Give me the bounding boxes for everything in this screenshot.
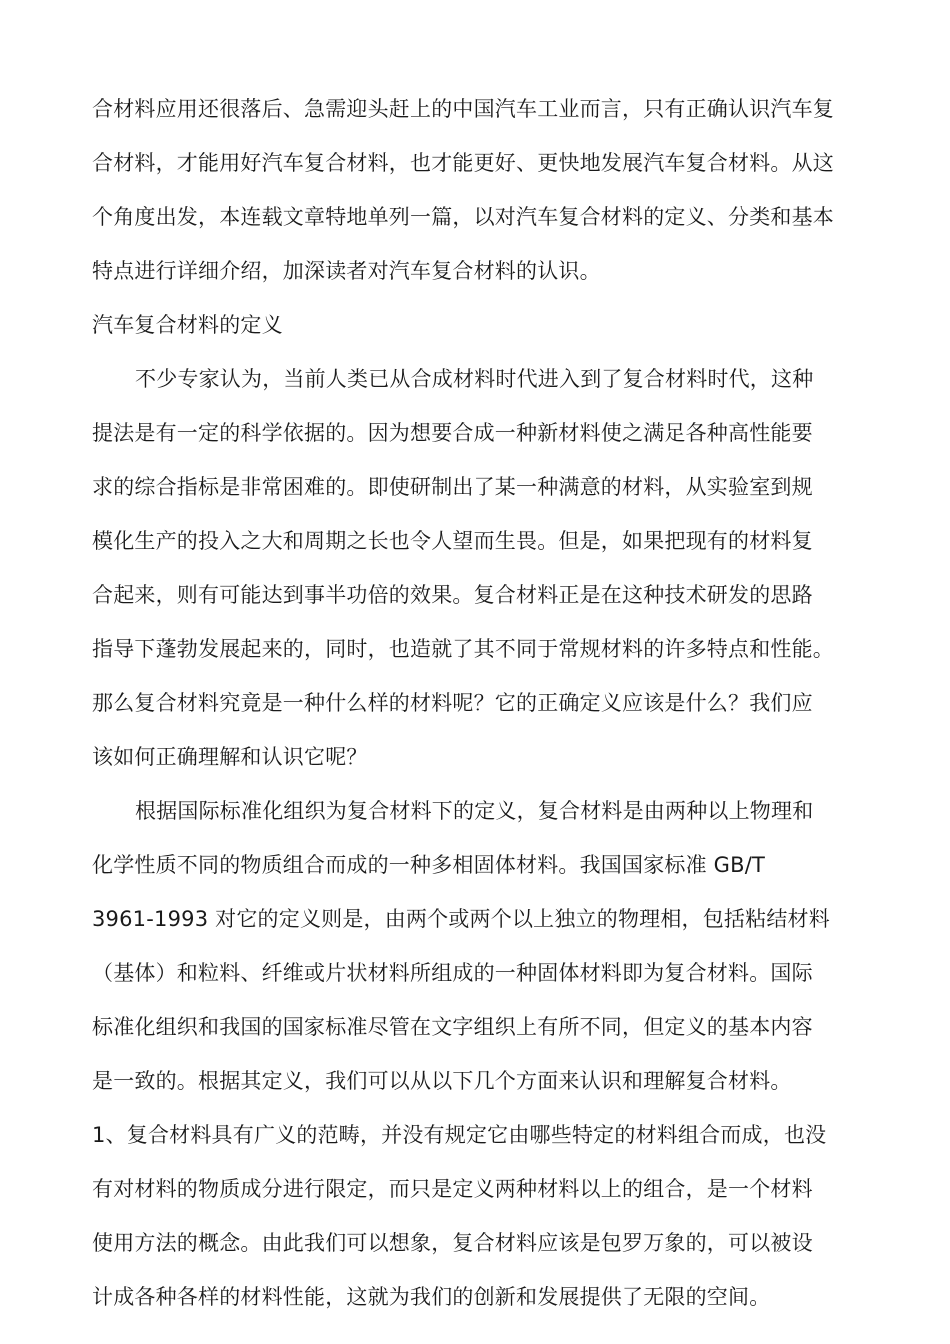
- paragraph-intro: [92, 82, 878, 298]
- text-line: 标准化组织和我国的国家标准尽管在文字组织上有所不同，但定义的基本内容: [92, 1015, 813, 1039]
- text-line: （基体）和粒料、纤维或片状材料所组成的一种固体材料即为复合材料。国际: [92, 961, 813, 985]
- text-line: 那么复合材料究竟是一种什么样的材料呢？它的正确定义应该是什么？我们应: [92, 691, 813, 715]
- section-heading: 汽车复合材料的定义: [92, 313, 283, 337]
- text-line: 个角度出发，本连载文章特地单列一篇，以对汽车复合材料的定义、分类和基本: [92, 205, 834, 229]
- text-line: 使用方法的概念。由此我们可以想象，复合材料应该是包罗万象的，可以被设: [92, 1231, 813, 1255]
- text-line: 是一致的。根据其定义，我们可以从以下几个方面来认识和理解复合材料。: [92, 1069, 792, 1093]
- paragraph-point-1: [92, 1108, 878, 1324]
- text-line: 有对材料的物质成分进行限定，而只是定义两种材料以上的组合，是一个材料: [92, 1177, 813, 1201]
- text-line: 根据国际标准化组织为复合材料下的定义，复合材料是由两种以上物理和: [135, 799, 814, 823]
- text-line: 求的综合指标是非常困难的。即使研制出了某一种满意的材料，从实验室到规: [92, 475, 813, 499]
- text-line: 化学性质不同的物质组合而成的一种多相固体材料。我国国家标准 GB/T: [92, 853, 766, 877]
- text-line: 3961-1993 对它的定义则是，由两个或两个以上独立的物理相，包括粘结材料: [92, 907, 830, 931]
- document-page: [92, 82, 878, 1324]
- text-line: 不少专家认为，当前人类已从合成材料时代进入到了复合材料时代，这种: [135, 367, 814, 391]
- text-line: 模化生产的投入之大和周期之长也令人望而生畏。但是，如果把现有的材料复: [92, 529, 813, 553]
- text-line: 计成各种各样的材料性能，这就为我们的创新和发展提供了无限的空间。: [92, 1285, 771, 1309]
- text-line: 合材料应用还很落后、急需迎头赶上的中国汽车工业而言，只有正确认识汽车复: [92, 97, 834, 121]
- text-line: 合起来，则有可能达到事半功倍的效果。复合材料正是在这种技术研发的思路: [92, 583, 813, 607]
- text-line: 特点进行详细介绍，加深读者对汽车复合材料的认识。: [92, 259, 601, 283]
- text-line: 提法是有一定的科学依据的。因为想要合成一种新材料使之满足各种高性能要: [92, 421, 813, 445]
- paragraph-experts: [92, 352, 878, 784]
- text-line: 合材料，才能用好汽车复合材料，也才能更好、更快地发展汽车复合材料。从这: [92, 151, 834, 175]
- text-line: 该如何正确理解和认识它呢？: [92, 745, 368, 769]
- text-line: 指导下蓬勃发展起来的，同时，也造就了其不同于常规材料的许多特点和性能。: [92, 637, 834, 661]
- text-line: 1、复合材料具有广义的范畴，并没有规定它由哪些特定的材料组合而成，也没: [92, 1123, 827, 1147]
- paragraph-definition: [92, 784, 878, 1108]
